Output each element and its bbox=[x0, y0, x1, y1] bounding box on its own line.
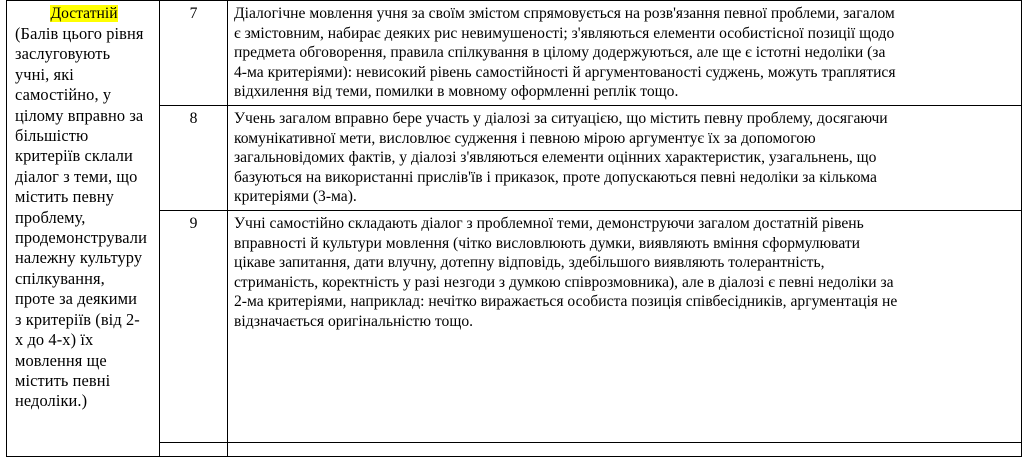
criteria-text-line: базуються на використанні прислів'їв і приказок, проте допускаються певні недоліки за кількома bbox=[234, 168, 877, 186]
criteria-text-line: 4-ма критеріями): невисокий рівень самостійності й аргументованості суджень, можуть траплятися bbox=[234, 63, 896, 81]
level-description-line: з критеріїв (від 2- bbox=[15, 309, 140, 329]
level-description-line: мовлення ще bbox=[15, 350, 107, 370]
score-cell: 8 bbox=[160, 106, 228, 211]
level-description-line: х до 4-х) їх bbox=[15, 330, 94, 350]
score-cell: 9 bbox=[160, 211, 228, 443]
level-title-highlight: Достатній bbox=[50, 5, 118, 22]
level-description-line: проте за деякими bbox=[15, 289, 137, 309]
criteria-text-line: стриманість, коректність у разі незгоди з думкою співрозмовника), але в діалозі є певні недоліки за bbox=[234, 273, 894, 291]
assessment-criteria-table bbox=[6, 0, 1022, 457]
table-row bbox=[7, 1, 1022, 106]
criteria-text-line: відхилення від теми, помилки в мовному оформленні реплік тощо. bbox=[234, 83, 679, 101]
criteria-text-line: цікаве запитання, дати влучну, дотепну відповідь, здебільшого виявляють толерантність, bbox=[234, 254, 825, 272]
level-description bbox=[15, 24, 153, 412]
level-description-line: більшістю bbox=[15, 126, 89, 146]
criteria-text-line: комунікативної мети, висловлює судження і певною мірою аргументує їх за допомогою bbox=[234, 129, 816, 147]
criteria-text-cell bbox=[228, 106, 1022, 211]
level-description-line: заслуговують bbox=[15, 44, 111, 64]
level-description-line: містить певну bbox=[15, 187, 114, 207]
score-cell: 7 bbox=[160, 1, 228, 106]
criteria-text-line: відзначається оригінальністю тощо. bbox=[234, 312, 474, 330]
level-description-line: самостійно, у bbox=[15, 85, 112, 105]
criteria-text-cell bbox=[228, 1, 1022, 106]
level-description-line: належну культуру bbox=[15, 248, 143, 268]
level-description-line: проблему, bbox=[15, 207, 86, 227]
criteria-text-line: Учень загалом вправно бере участь у діалозі за ситуацією, що містить певну проблему, досягаючи bbox=[234, 110, 888, 127]
table-row bbox=[7, 443, 1022, 457]
level-description-line: учні, які bbox=[15, 64, 74, 84]
level-cell bbox=[7, 1, 160, 457]
criteria-text-line: предмета обговорення, правила спілкування в цілому додержуються, але ще є істотні недоліки (за bbox=[234, 44, 886, 62]
level-description-line: діалог з теми, що bbox=[15, 166, 138, 186]
level-description-line: продемонстрували bbox=[15, 228, 147, 248]
criteria-text-line: 2-ма критеріями, наприклад: нечітко виражається особиста позиція співбесідників, аргументація не bbox=[234, 293, 898, 311]
criteria-text-line: критеріями (3-ма). bbox=[234, 188, 357, 206]
level-description-line: критеріїв склали bbox=[15, 146, 133, 166]
criteria-text-cell bbox=[228, 211, 1022, 443]
criteria-text-line: вправності й культури мовлення (чітко висловлюють думки, виявляють вміння сформулювати bbox=[234, 234, 861, 252]
criteria-text-line: Діалогічне мовлення учня за своїм змістом спрямовується на розв'язання певної проблеми, загалом bbox=[234, 5, 895, 22]
level-description-line: цілому вправно за bbox=[15, 105, 144, 125]
level-description-line: (Балів цього рівня bbox=[15, 24, 144, 43]
table-row bbox=[7, 106, 1022, 211]
score-cell-empty bbox=[160, 443, 228, 457]
criteria-text-line: загальновідомих фактів, у діалозі з'являються елементи оцінних характеристик, узагальнень, що bbox=[234, 149, 877, 167]
criteria-text-line: є змістовним, набирає деяких рис невимушеності; з'являються елементи особистісної позиції щодо bbox=[234, 24, 895, 42]
criteria-text-cell-empty bbox=[228, 443, 1022, 457]
level-description-line: містить певні bbox=[15, 370, 111, 390]
level-description-line: недоліки.) bbox=[15, 391, 88, 411]
level-title bbox=[15, 4, 153, 24]
criteria-text-line: Учні самостійно складають діалог з проблемної теми, демонструючи загалом достатній рівень bbox=[234, 215, 864, 232]
level-description-line: спілкування, bbox=[15, 268, 105, 288]
table-row bbox=[7, 211, 1022, 443]
